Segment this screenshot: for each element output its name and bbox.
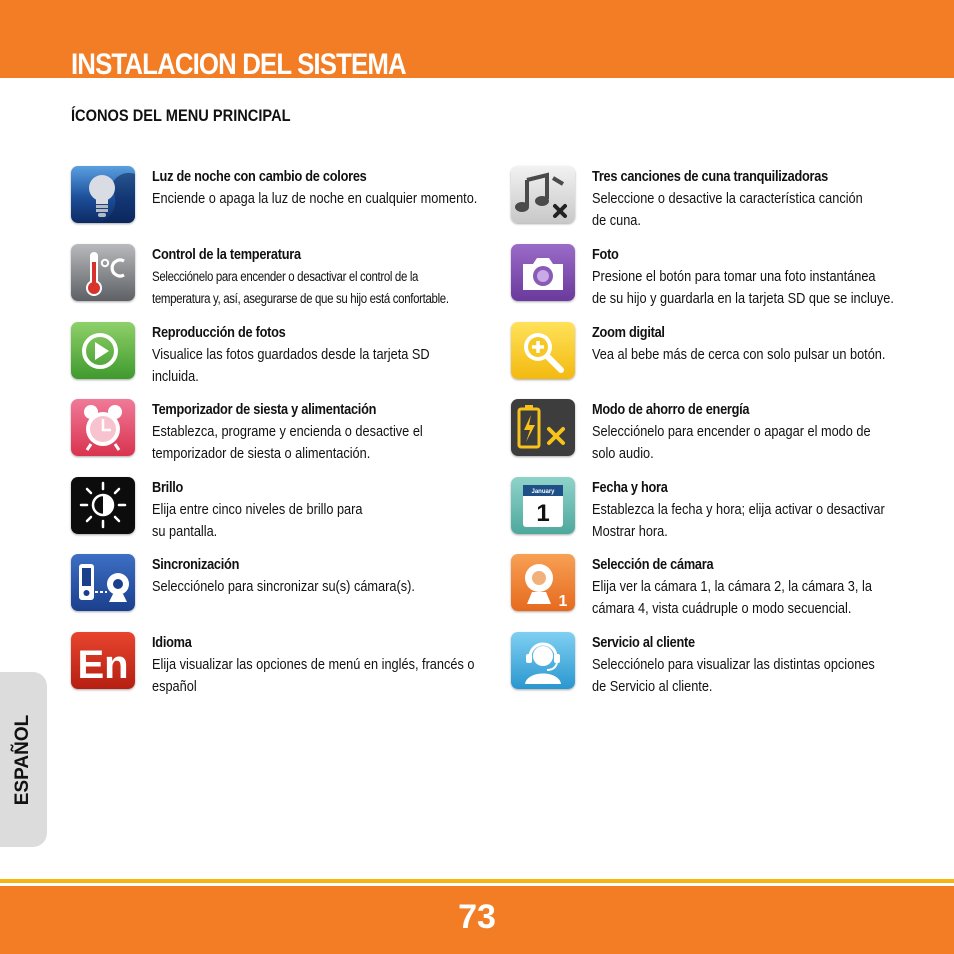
footer-divider bbox=[0, 879, 954, 883]
menu-icon-item bbox=[511, 399, 911, 469]
thermometer-icon bbox=[71, 244, 135, 301]
photo-camera-icon bbox=[511, 244, 575, 301]
menu-icon-item bbox=[511, 166, 911, 236]
item-description: Vea al bebe más de cerca con solo pulsar un botón. bbox=[592, 346, 886, 363]
camera-select-icon bbox=[511, 554, 575, 611]
calendar-icon bbox=[511, 477, 575, 534]
item-name: Idioma bbox=[152, 634, 192, 651]
customer-service-headset-icon bbox=[511, 632, 575, 689]
menu-icon-item bbox=[71, 554, 471, 624]
section-subtitle: ÍCONOS DEL MENU PRINCIPAL bbox=[71, 106, 291, 125]
item-description: Selecciónelo para sincronizar su(s) cámara(s). bbox=[152, 578, 415, 595]
item-name: Control de la temperatura bbox=[152, 246, 301, 263]
camera-number: 1 bbox=[558, 593, 568, 610]
item-description: Establezca la fecha y hora; elija activar o desactivar Mostrar hora. bbox=[592, 501, 885, 540]
page-number: 73 bbox=[458, 898, 496, 936]
item-name: Fecha y hora bbox=[592, 479, 668, 496]
calendar-month: January bbox=[531, 489, 555, 495]
item-description: Selecciónelo para encender o apagar el modo de solo audio. bbox=[592, 423, 871, 462]
item-name: Reproducción de fotos bbox=[152, 324, 286, 341]
icon-label: En bbox=[77, 643, 129, 687]
item-name: Temporizador de siesta y alimentación bbox=[152, 401, 377, 418]
sync-camera-icon bbox=[71, 554, 135, 611]
page-title: INSTALACION DEL SISTEMA bbox=[71, 48, 406, 81]
item-name: Modo de ahorro de energía bbox=[592, 401, 750, 418]
menu-icon-item bbox=[71, 322, 471, 392]
item-description: Presione el botón para tomar una foto instantánea de su hijo y guardarla en la tarjeta SD que se incluye. bbox=[592, 268, 894, 307]
menu-icon-item bbox=[511, 244, 911, 314]
menu-icon-item bbox=[511, 632, 911, 702]
menu-icon-item bbox=[511, 477, 911, 547]
item-name: Selección de cámara bbox=[592, 556, 714, 573]
language-side-tab-label: ESPAÑOL bbox=[12, 714, 33, 806]
menu-icon-item bbox=[511, 554, 911, 624]
item-name: Brillo bbox=[152, 479, 184, 496]
item-description: Enciende o apaga la luz de noche en cualquier momento. bbox=[152, 190, 478, 207]
item-description: Selecciónelo para encender o desactivar el control de la temperatura y, así, asegurarse de que su hijo está confortable. bbox=[152, 269, 449, 306]
menu-icon-item bbox=[71, 166, 478, 236]
item-name: Sincronización bbox=[152, 556, 240, 573]
item-name: Luz de noche con cambio de colores bbox=[152, 168, 367, 185]
language-en-icon bbox=[71, 632, 135, 689]
lullaby-music-icon bbox=[511, 166, 575, 223]
menu-icon-item bbox=[71, 632, 475, 702]
photo-playback-icon bbox=[71, 322, 135, 379]
menu-icon-item bbox=[71, 399, 471, 469]
brightness-sun-icon bbox=[71, 477, 135, 534]
power-saving-icon bbox=[511, 399, 575, 456]
menu-icon-item bbox=[511, 322, 911, 392]
alarm-clock-icon bbox=[71, 399, 135, 456]
item-description: Elija visualizar las opciones de menú en inglés, francés o español bbox=[152, 656, 475, 695]
item-description: Seleccione o desactive la característica canción de cuna. bbox=[592, 190, 863, 229]
night-light-bulb-icon bbox=[71, 166, 135, 223]
item-name: Servicio al cliente bbox=[592, 634, 695, 651]
item-description: Visualice las fotos guardados desde la tarjeta SD incluida. bbox=[152, 346, 430, 385]
zoom-magnifier-icon bbox=[511, 322, 575, 379]
menu-icon-item bbox=[71, 244, 471, 314]
item-description: Elija ver la cámara 1, la cámara 2, la cámara 3, la cámara 4, vista cuádruple o modo secuencial. bbox=[592, 578, 872, 617]
item-description: Selecciónelo para visualizar las distintas opciones de Servicio al cliente. bbox=[592, 656, 875, 695]
item-name: Tres canciones de cuna tranquilizadoras bbox=[592, 168, 828, 185]
item-description: Establezca, programe y encienda o desactive el temporizador de siesta o alimentación. bbox=[152, 423, 423, 462]
item-description: Elija entre cinco niveles de brillo para su pantalla. bbox=[152, 501, 363, 540]
item-name: Foto bbox=[592, 246, 619, 263]
item-name: Zoom digital bbox=[592, 324, 665, 341]
menu-icon-item bbox=[71, 477, 471, 547]
calendar-day: 1 bbox=[536, 500, 550, 527]
